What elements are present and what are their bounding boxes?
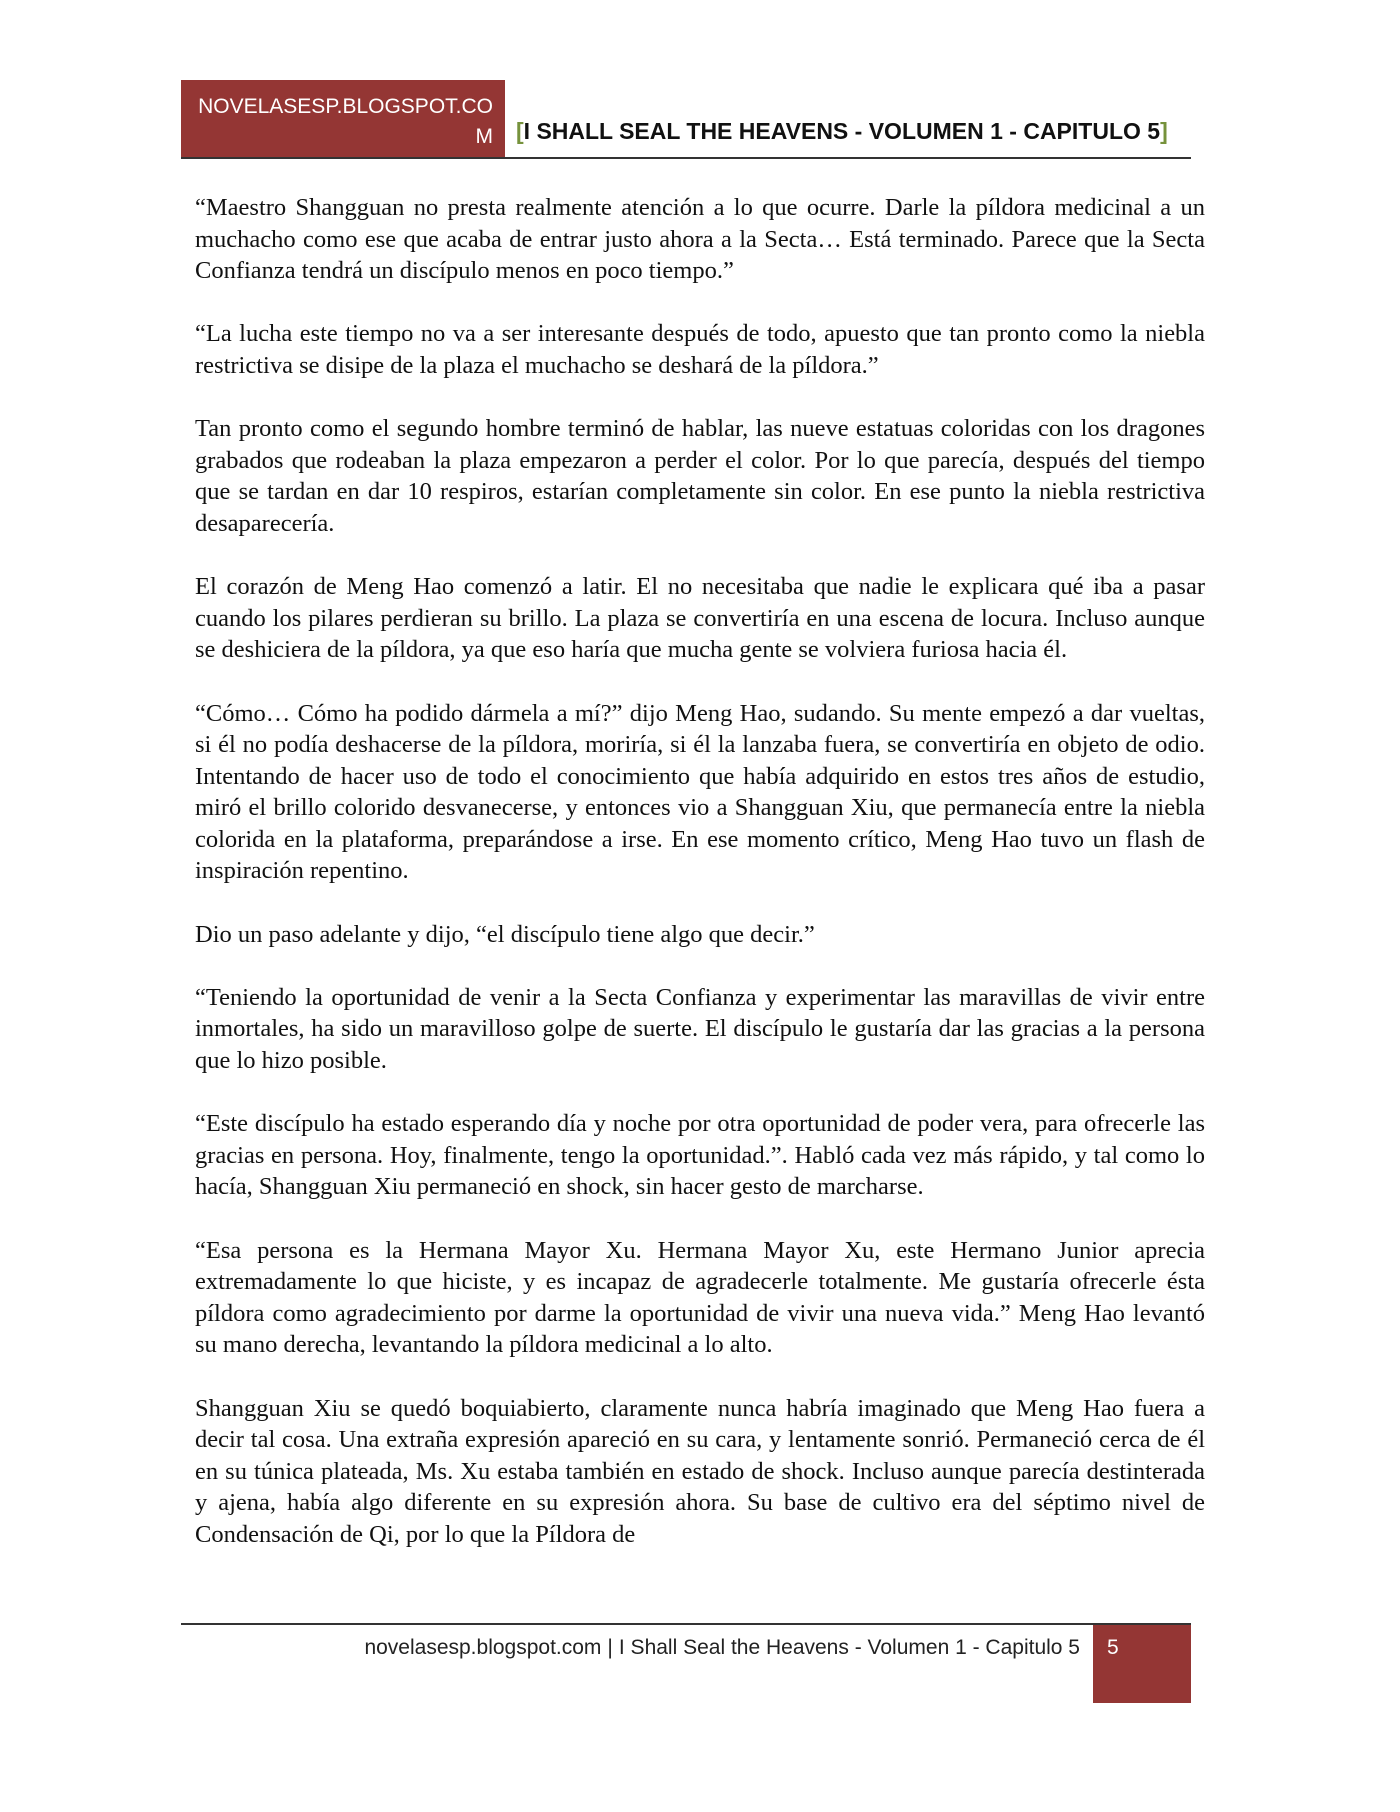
header-site-name: NOVELASESP.BLOGSPOT.COM [198, 95, 493, 148]
paragraph: “Este discípulo ha estado esperando día y noche por otra oportunidad de poder vera, para ofrecerle las gracias en persona. Hoy, finalmente, tengo la oportunidad.”. Habló cada vez más rápido, y tal como lo hacía, Shangguan Xiu permaneció en shock, sin hacer gesto de marcharse. [195, 1110, 1205, 1201]
page-number-box [1093, 1625, 1191, 1703]
paragraph: El corazón de Meng Hao comenzó a latir. El no necesitaba que nadie le explicara qué iba a pasar cuando los pilares perdieran su brillo. La plaza se convertiría en una escena de locura. Incluso aunque se deshiciera de la píldora, ya que eso haría que mucha gente se volviera furiosa hacia él. [195, 573, 1205, 664]
header-title [516, 118, 1168, 145]
header-title-text: I SHALL SEAL THE HEAVENS - VOLUMEN 1 - CAPITULO 5 [523, 118, 1161, 144]
paragraph: Shangguan Xiu se quedó boquiabierto, claramente nunca habría imaginado que Meng Hao fuera a decir tal cosa. Una extraña expresión apareció en su cara, y lentamente sonrió. Permaneció cerca de él en su túnica plateada, Ms. Xu estaba también en estado de shock. Incluso aunque parecía destinterada y ajena, había algo diferente en su expresión ahora. Su base de cultivo era del séptimo nivel de Condensación de Qi, por lo que la Píldora de [195, 1394, 1205, 1548]
header-bracket-close: ] [1160, 118, 1168, 144]
header-divider [181, 157, 1191, 159]
paragraph: Tan pronto como el segundo hombre terminó de hablar, las nueve estatuas coloridas con los dragones grabados que rodeaban la plaza empezaron a perder el color. Por lo que parecía, después del tiempo que se tardan en dar 10 respiros, estarían completamente sin color. En ese punto la niebla restrictiva desaparecería. [195, 415, 1205, 537]
header-bracket-open: [ [516, 118, 524, 144]
paragraph: Dio un paso adelante y dijo, “el discípulo tiene algo que decir.” [195, 920, 815, 948]
paragraph: “Esa persona es la Hermana Mayor Xu. Hermana Mayor Xu, este Hermano Junior aprecia extremadamente lo que hiciste, y es incapaz de agradecerle totalmente. Me gustaría ofrecerle ésta píldora como agradecimiento por darme la oportunidad de vivir una nueva vida.” Meng Hao levantó su mano derecha, levantando la píldora medicinal a lo alto. [195, 1236, 1205, 1359]
document-body [195, 192, 1205, 1582]
header-site-box [181, 80, 505, 158]
paragraph: “Maestro Shangguan no presta realmente atención a lo que ocurre. Darle la píldora medicinal a un muchacho como ese que acaba de entrar justo ahora a la Secta… Está terminado. Parece que la Secta Confianza tendrá un discípulo menos en poco tiempo.” [195, 194, 1205, 285]
footer-site: novelasesp.blogspot.com [364, 1636, 602, 1659]
paragraph: “La lucha este tiempo no va a ser interesante después de todo, apuesto que tan pronto como la niebla restrictiva se disipe de la plaza el muchacho se deshará de la píldora.” [195, 320, 1205, 379]
paragraph: “Teniendo la oportunidad de venir a la Secta Confianza y experimentar las maravillas de vivir entre inmortales, ha sido un maravilloso golpe de suerte. El discípulo le gustaría dar las gracias a la persona que lo hizo posible. [195, 983, 1205, 1075]
page-number: 5 [1107, 1636, 1119, 1659]
footer-separator: | [607, 1636, 613, 1659]
footer-text [364, 1636, 1080, 1660]
footer-divider [181, 1623, 1191, 1625]
footer-title: I Shall Seal the Heavens - Volumen 1 - Capitulo 5 [618, 1636, 1080, 1659]
paragraph: “Cómo… Cómo ha podido dármela a mí?” dijo Meng Hao, sudando. Su mente empezó a dar vueltas, si él no podía deshacerse de la píldora, moriría, si él la lanzaba fuera, se convertiría en objeto de odio. Intentando de hacer uso de todo el conocimiento que había adquirido en estos tres años de estudio, miró el brillo colorido desvanecerse, y entonces vio a Shangguan Xiu, que permanecía entre la niebla colorida en la plataforma, preparándose a irse. En ese momento crítico, Meng Hao tuvo un flash de inspiración repentino. [195, 699, 1205, 885]
